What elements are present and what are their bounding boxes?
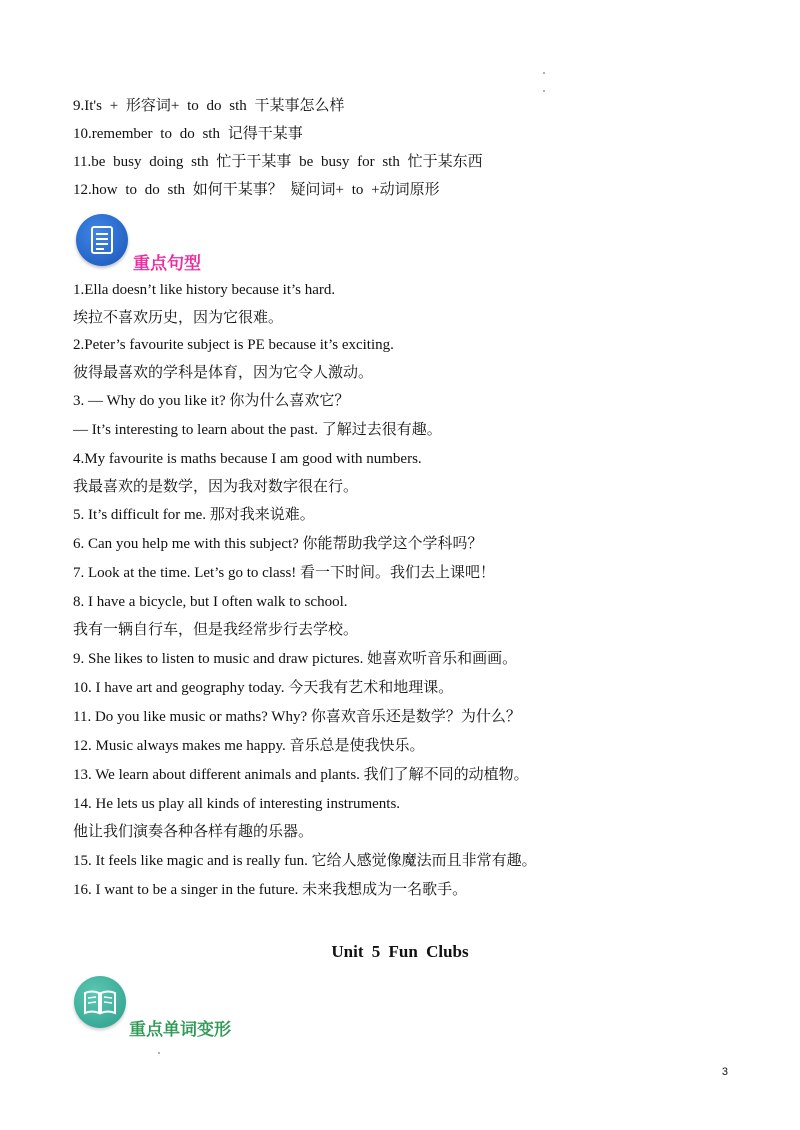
sentence-line: 14. He lets us play all kinds of interesting instruments. [73, 796, 401, 812]
sentence-line: 我最喜欢的是数学，因为我对数字很在行。 [73, 479, 359, 495]
unit-title: Unit 5 Fun Clubs [331, 942, 469, 961]
phrase-item-12: 12.how to do sth 如何干某事？ 疑问词+ to +动词原形 [73, 182, 440, 198]
sentence-line: 7. Look at the time. Let’s go to class! 看一下时间。我们去上课吧！ [73, 565, 496, 581]
sentence-line: 5. It’s difficult for me. 那对我来说难。 [73, 507, 315, 523]
phrase-item-10: 10.remember to do sth 记得干某事 [73, 126, 303, 142]
sentence-line: 埃拉不喜欢历史，因为它很难。 [73, 310, 284, 326]
sentence-line: 11. Do you like music or maths? Why? 你喜欢音乐还是数学？为什么？ [73, 709, 521, 725]
sentence-line: 1.Ella doesn’t like history because it’s hard. [73, 282, 336, 298]
sentence-line: 9. She likes to listen to music and draw pictures. 她喜欢听音乐和画画。 [73, 651, 518, 667]
sentence-line: 10. I have art and geography today. 今天我有艺术和地理课。 [73, 680, 454, 696]
sentence-line: 彼得最喜欢的学科是体育，因为它令人激动。 [73, 365, 374, 381]
sentence-line: — It’s interesting to learn about the past. 了解过去很有趣。 [73, 422, 442, 438]
section-title-key-sentences: 重点句型 [133, 254, 201, 274]
phrase-item-11: 11.be busy doing sth 忙于干某事 be busy for sth 忙于某东西 [73, 154, 483, 170]
open-book-icon [74, 976, 126, 1028]
speck [543, 90, 545, 92]
sentence-line: 2.Peter’s favourite subject is PE because it’s exciting. [73, 337, 394, 353]
sentence-line: 8. I have a bicycle, but I often walk to school. [73, 594, 348, 610]
phrase-item-9: 9.It's + 形容词+ to do sth 干某事怎么样 [73, 98, 345, 114]
sentence-line: 13. We learn about different animals and plants. 我们了解不同的动植物。 [73, 767, 529, 783]
sentence-line: 12. Music always makes me happy. 音乐总是使我快乐。 [73, 738, 425, 754]
sentence-line: 3. — Why do you like it? 你为什么喜欢它？ [73, 393, 350, 409]
speck [158, 1052, 160, 1054]
notepad-icon [76, 214, 128, 266]
sentence-line: 16. I want to be a singer in the future. 未来我想成为一名歌手。 [73, 882, 468, 898]
section-title-key-word-forms: 重点单词变形 [129, 1020, 231, 1040]
speck [543, 72, 545, 74]
sentence-line: 15. It feels like magic and is really fun. 它给人感觉像魔法而且非常有趣。 [73, 853, 537, 869]
sentence-line: 4.My favourite is maths because I am good with numbers. [73, 451, 422, 467]
sentence-line: 他让我们演奏各种各样有趣的乐器。 [73, 824, 314, 840]
page-number: 3 [721, 1066, 728, 1078]
sentence-line: 我有一辆自行车，但是我经常步行去学校。 [73, 622, 359, 638]
sentence-line: 6. Can you help me with this subject? 你能帮助我学这个学科吗？ [73, 536, 483, 552]
